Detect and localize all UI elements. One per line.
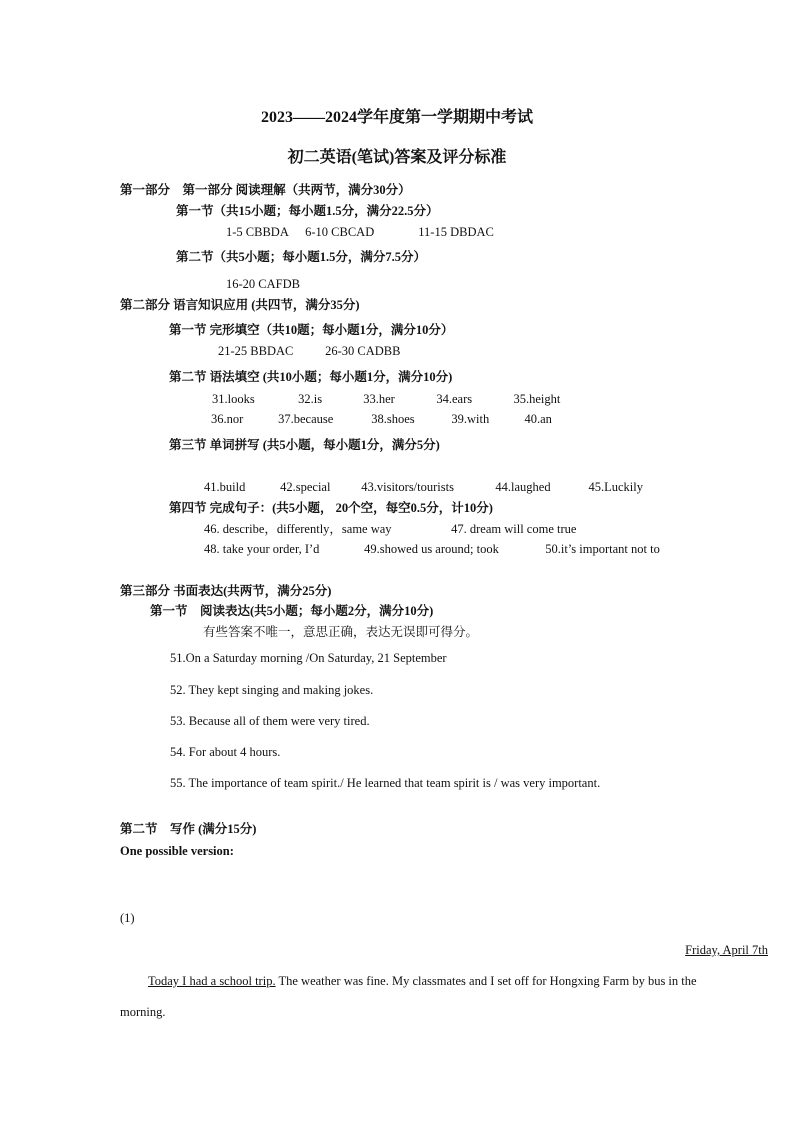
part2-sec2-row2 <box>211 411 552 427</box>
essay-underlined-sentence: Today I had a school trip. <box>148 974 276 988</box>
answer-item: 50.it’s important not to <box>545 542 660 556</box>
answer-item: 44.laughed <box>495 480 551 494</box>
answer-group: 6-10 CBCAD <box>305 225 375 239</box>
part3-sec1-note: 有些答案不唯一，意思正确，表达无误即可得分。 <box>203 625 479 639</box>
answer-53: 53. Because all of them were very tired. <box>170 714 370 728</box>
answer-item: 35.height <box>513 392 561 406</box>
part2-sec4-heading: 第四节 完成句子：(共5小题， 20个空，每空0.5分，计10分) <box>169 501 493 515</box>
answer-item: 42.special <box>280 480 331 494</box>
answer-item: 47. dream will come true <box>451 522 577 536</box>
answer-item: 43.visitors/tourists <box>361 480 454 494</box>
answer-item: 48. take your order, I’d <box>204 542 320 556</box>
part2-sec2-row1 <box>212 391 560 407</box>
part3-sec1-heading: 第一节 阅读表达(共5小题；每小题2分，满分10分) <box>150 604 434 618</box>
answer-item: 34.ears <box>436 392 473 406</box>
answer-52: 52. They kept singing and making jokes. <box>170 683 374 697</box>
answer-item: 32.is <box>298 392 323 406</box>
answer-item: 46. describe，differently，same way <box>204 522 392 536</box>
part1-sec1-heading: 第一节（共15小题；每小题1.5分，满分22.5分） <box>176 204 439 218</box>
part2-sec1-heading: 第一节 完形填空（共10题；每小题1分，满分10分） <box>169 323 454 337</box>
answer-group: 26-30 CADBB <box>325 344 401 358</box>
page-title: 2023——2024学年度第一学期期中考试 <box>260 109 533 126</box>
answer-group: 21-25 BBDAC <box>218 344 294 358</box>
part3-sec2-heading: 第二节 写作 (满分15分) <box>120 822 257 836</box>
version-label: One possible version: <box>120 844 234 858</box>
part2-sec1-answers <box>218 343 400 359</box>
answer-item: 39.with <box>451 412 490 426</box>
answer-item: 36.nor <box>211 412 244 426</box>
part2-sec3-heading: 第三节 单词拼写 (共5小题，每小题1分，满分5分) <box>169 438 440 452</box>
part2-sec4-row2 <box>204 541 660 557</box>
essay-paragraph-line2: morning. <box>120 1005 166 1019</box>
answer-item: 38.shoes <box>371 412 415 426</box>
part2-heading: 第二部分 语言知识应用 (共四节，满分35分) <box>120 298 360 312</box>
answer-item: 41.build <box>204 480 246 494</box>
answer-group: 1-5 CBBDA <box>226 225 289 239</box>
part3-heading: 第三部分 书面表达(共两节，满分25分) <box>120 584 332 598</box>
answer-54: 54. For about 4 hours. <box>170 745 281 759</box>
part2-sec4-row1 <box>204 521 576 537</box>
answer-group: 11-15 DBDAC <box>418 225 494 239</box>
essay-paragraph-line1 <box>148 973 697 989</box>
answer-item: 31.looks <box>212 392 255 406</box>
part1-sec2-heading: 第二节（共5小题；每小题1.5分，满分7.5分） <box>176 250 427 264</box>
answer-item: 49.showed us around; took <box>364 542 499 556</box>
answer-item: 37.because <box>278 412 334 426</box>
part1-sec2-answers: 16-20 CAFDB <box>226 277 300 291</box>
essay-date: Friday, April 7th <box>685 943 768 957</box>
answer-55: 55. The importance of team spirit./ He learned that team spirit is / was very important. <box>170 776 601 790</box>
part1-heading: 第一部分 第一部分 阅读理解（共两节，满分30分） <box>120 183 411 197</box>
essay-number: (1) <box>120 911 135 925</box>
answer-item: 40.an <box>524 412 552 426</box>
answer-item: 33.her <box>363 392 395 406</box>
part2-sec2-heading: 第二节 语法填空 (共10小题；每小题1分，满分10分) <box>169 370 453 384</box>
part1-sec1-answers <box>226 224 494 240</box>
page-subtitle: 初二英语(笔试)答案及评分标准 <box>287 149 507 166</box>
answer-item: 45.Luckily <box>588 480 644 494</box>
part2-sec3-answers <box>204 479 643 495</box>
answer-51: 51.On a Saturday morning /On Saturday, 21 September <box>170 651 447 665</box>
essay-sentence: The weather was fine. My classmates and I set off for Hongxing Farm by bus in the <box>275 974 697 988</box>
